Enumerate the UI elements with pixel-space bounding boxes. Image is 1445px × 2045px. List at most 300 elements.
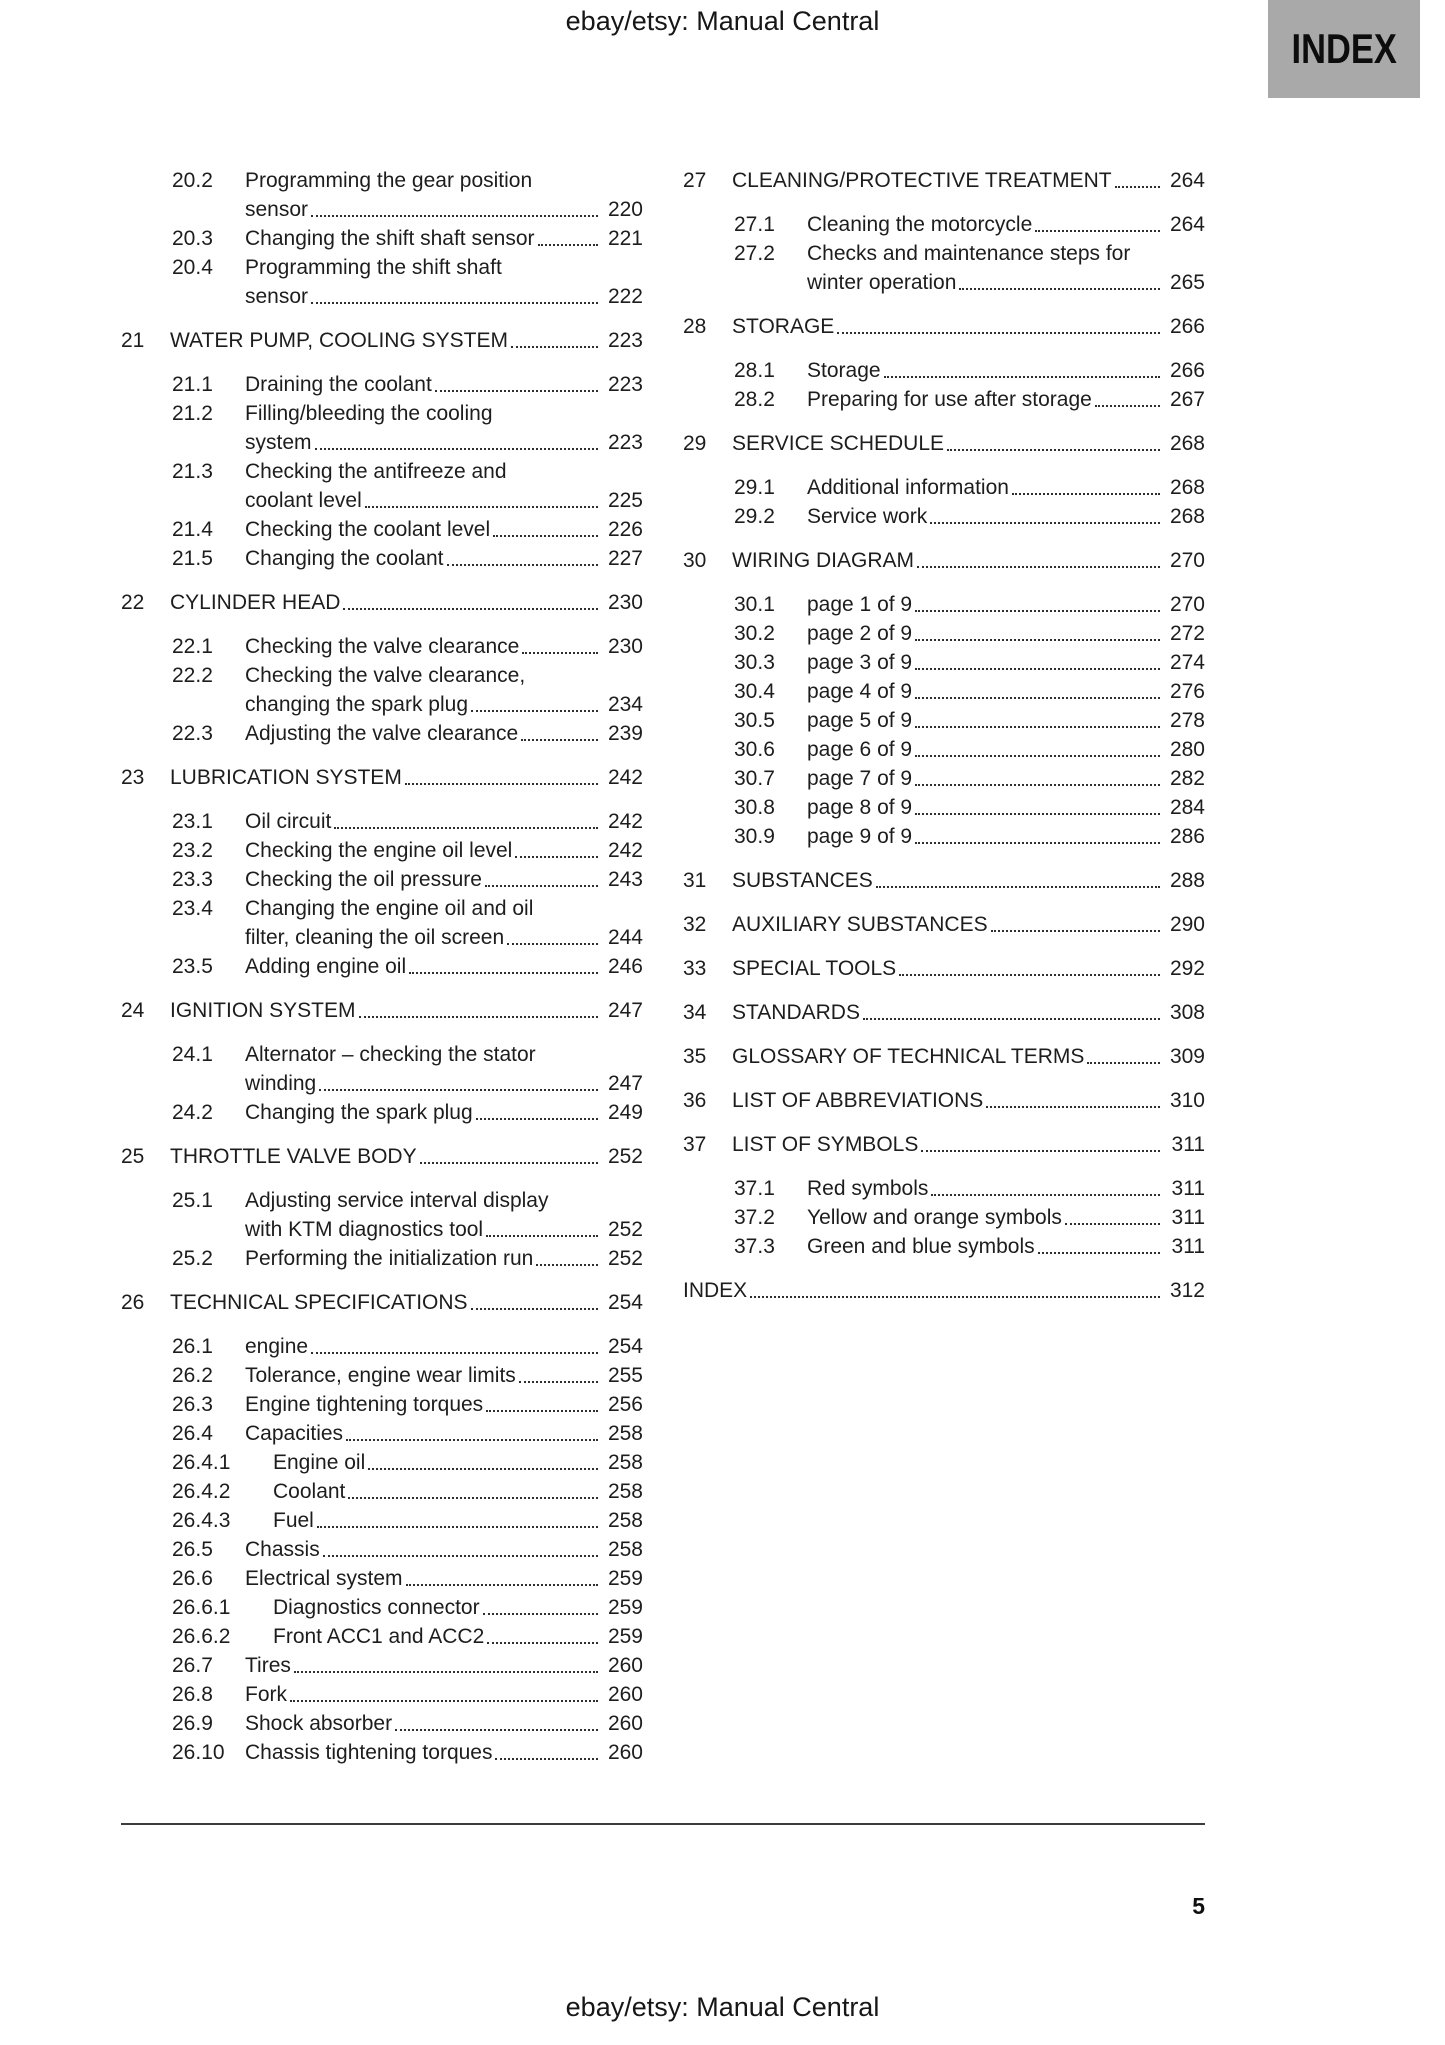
dot-leader <box>837 312 1160 334</box>
toc-page-number: 259 <box>607 1596 643 1619</box>
footer-title: ebay/etsy: Manual Central <box>565 1992 880 2022</box>
toc-entry-title: Front ACC1 and ACC2 <box>273 1625 485 1648</box>
toc-entry-number: 37.3 <box>734 1235 775 1258</box>
dot-leader <box>409 952 598 974</box>
toc-column <box>683 166 1205 1320</box>
toc-entry-number: 24.2 <box>172 1101 213 1124</box>
toc-entry-title: page 6 of 9 <box>807 738 913 761</box>
dot-leader <box>290 1680 598 1702</box>
toc-entry-title: CLEANING/PROTECTIVE TREATMENT <box>732 169 1112 192</box>
toc-entry <box>683 619 1205 648</box>
toc-page-number: 234 <box>607 693 643 716</box>
toc-entry <box>683 1174 1205 1203</box>
toc-page-number: 246 <box>607 955 643 978</box>
toc-page-number: 288 <box>1169 869 1205 892</box>
toc-page-number: 282 <box>1169 767 1205 790</box>
toc-entry-title: Tolerance, engine wear limits <box>245 1364 516 1387</box>
toc-entry <box>121 1098 643 1127</box>
dot-leader <box>435 370 598 392</box>
dot-leader <box>447 544 599 566</box>
toc-page-number: 268 <box>1169 432 1205 455</box>
toc-entry-number: 32 <box>683 913 707 936</box>
dot-leader <box>471 1288 598 1310</box>
toc-entry <box>121 1142 643 1171</box>
toc-page-number: 230 <box>607 591 643 614</box>
toc-entry <box>121 399 643 457</box>
toc-page-number: 252 <box>607 1247 643 1270</box>
toc-entry <box>683 706 1205 735</box>
toc-entry-title: Electrical system <box>245 1567 403 1590</box>
toc-entry-title: Chassis tightening torques <box>245 1741 493 1764</box>
toc-page-number: 290 <box>1169 913 1205 936</box>
toc-entry-title: system <box>245 431 312 454</box>
toc-entry-title: engine <box>245 1335 309 1358</box>
dot-leader <box>930 502 1160 524</box>
toc-entry-number: 25.2 <box>172 1247 213 1270</box>
toc-entry <box>121 807 643 836</box>
toc-entry-title: page 8 of 9 <box>807 796 913 819</box>
toc-page-number: 259 <box>607 1567 643 1590</box>
toc-entry-title: Draining the coolant <box>245 373 432 396</box>
toc-page-number: 311 <box>1171 1235 1205 1258</box>
toc-page-number: 242 <box>607 839 643 862</box>
toc-entry-number: 21.1 <box>172 373 213 396</box>
toc-entry <box>683 546 1205 575</box>
dot-leader <box>507 923 598 945</box>
toc-entry <box>683 822 1205 851</box>
toc-entry-title: Changing the coolant <box>245 547 444 570</box>
table-of-contents <box>121 166 1205 1767</box>
dot-leader <box>483 1593 598 1615</box>
toc-entry <box>121 763 643 792</box>
dot-leader <box>476 1098 598 1120</box>
toc-entry-number: 26.2 <box>172 1364 213 1387</box>
toc-entry <box>121 544 643 573</box>
dot-leader <box>521 719 598 741</box>
toc-entry-title: Filling/bleeding the cooling <box>245 402 493 425</box>
toc-page-number: 223 <box>607 431 643 454</box>
toc-entry-number: 27 <box>683 169 707 192</box>
toc-entry-title: Diagnostics connector <box>273 1596 480 1619</box>
toc-page-number: 220 <box>607 198 643 221</box>
toc-entry-number: 30 <box>683 549 707 572</box>
toc-entry-number: 26.6.2 <box>172 1625 231 1648</box>
toc-entry <box>683 356 1205 385</box>
toc-entry-title: Service work <box>807 505 928 528</box>
toc-entry-title: with KTM diagnostics tool <box>245 1218 484 1241</box>
toc-entry-title: changing the spark plug <box>245 693 468 716</box>
toc-entry-title: CYLINDER HEAD <box>170 591 341 614</box>
toc-entry-title: Capacities <box>245 1422 344 1445</box>
toc-page-number: 268 <box>1169 505 1205 528</box>
toc-entry <box>683 1042 1205 1071</box>
toc-page-number: 258 <box>607 1422 643 1445</box>
toc-entry-number: 27.1 <box>734 213 775 236</box>
dot-leader <box>471 690 598 712</box>
toc-entry-title: Green and blue symbols <box>807 1235 1035 1258</box>
dot-leader <box>986 1086 1160 1108</box>
toc-entry-number <box>172 1215 245 1244</box>
dot-leader <box>334 807 598 829</box>
toc-entry-number <box>172 690 245 719</box>
dot-leader <box>899 954 1160 976</box>
toc-entry-number: 28.2 <box>734 388 775 411</box>
toc-entry <box>683 1203 1205 1232</box>
toc-entry <box>121 1448 643 1477</box>
toc-entry <box>121 1244 643 1273</box>
toc-entry <box>121 1535 643 1564</box>
toc-page-number: 264 <box>1169 213 1205 236</box>
toc-entry-title: Storage <box>807 359 881 382</box>
toc-page-number: 286 <box>1169 825 1205 848</box>
dot-leader <box>515 836 598 858</box>
dot-leader <box>485 865 598 887</box>
toc-entry-number: 30.6 <box>734 738 775 761</box>
toc-page-number: 267 <box>1169 388 1205 411</box>
toc-entry-number: 22.1 <box>172 635 213 658</box>
toc-page-number: 223 <box>607 373 643 396</box>
toc-entry <box>121 1564 643 1593</box>
toc-entry-number: 29.1 <box>734 476 775 499</box>
dot-leader <box>359 996 598 1018</box>
toc-page-number: 266 <box>1169 359 1205 382</box>
toc-entry-title: Red symbols <box>807 1177 929 1200</box>
toc-entry-title: Tires <box>245 1654 291 1677</box>
dot-leader <box>311 1332 598 1354</box>
toc-entry <box>121 1332 643 1361</box>
toc-entry <box>683 429 1205 458</box>
toc-entry-title: IGNITION SYSTEM <box>170 999 356 1022</box>
toc-entry <box>683 793 1205 822</box>
toc-entry-number <box>172 428 245 457</box>
toc-entry <box>121 457 643 515</box>
toc-entry <box>683 239 1205 297</box>
toc-entry-title: Engine oil <box>273 1451 366 1474</box>
toc-entry-title: Fuel <box>273 1509 314 1532</box>
toc-entry-number: 21.4 <box>172 518 213 541</box>
toc-entry-title: SERVICE SCHEDULE <box>732 432 945 455</box>
toc-entry-number: 26.6.1 <box>172 1596 231 1619</box>
toc-entry-title: coolant level <box>245 489 362 512</box>
toc-entry <box>121 894 643 952</box>
toc-entry-number: 37 <box>683 1133 707 1156</box>
toc-page-number: 311 <box>1171 1133 1205 1156</box>
toc-entry-number: 23.4 <box>172 897 213 920</box>
toc-entry <box>121 326 643 355</box>
toc-entry-title: Checking the antifreeze and <box>245 460 507 483</box>
dot-leader <box>947 429 1160 451</box>
toc-entry-number: 23.3 <box>172 868 213 891</box>
toc-entry-title: STANDARDS <box>732 1001 860 1024</box>
toc-entry-number <box>172 282 245 311</box>
toc-entry-title: Performing the initialization run <box>245 1247 534 1270</box>
toc-page-number: 223 <box>607 329 643 352</box>
toc-page-number: 230 <box>607 635 643 658</box>
index-tab-label: INDEX <box>1291 25 1397 72</box>
toc-entry-number: 21.2 <box>172 402 213 425</box>
toc-entry-title: Chassis <box>245 1538 320 1561</box>
toc-page-number: 258 <box>607 1538 643 1561</box>
toc-page-number: 266 <box>1169 315 1205 338</box>
toc-entry-title: sensor <box>245 198 309 221</box>
toc-page-number: 312 <box>1169 1279 1205 1302</box>
toc-entry-number: 26.6 <box>172 1567 213 1590</box>
dot-leader <box>1095 385 1160 407</box>
toc-page-number: 308 <box>1169 1001 1205 1024</box>
dot-leader <box>294 1651 598 1673</box>
toc-page-number: 252 <box>607 1145 643 1168</box>
toc-page-number: 254 <box>607 1335 643 1358</box>
toc-page-number: 221 <box>607 227 643 250</box>
toc-entry-title: Coolant <box>273 1480 346 1503</box>
toc-entry-number: 23.2 <box>172 839 213 862</box>
toc-page-number: 239 <box>607 722 643 745</box>
toc-entry-title: page 4 of 9 <box>807 680 913 703</box>
toc-entry <box>683 1086 1205 1115</box>
toc-entry-number: 28 <box>683 315 707 338</box>
toc-entry-number: 25 <box>121 1145 145 1168</box>
toc-column <box>121 166 643 1767</box>
toc-entry-number: 24.1 <box>172 1043 213 1066</box>
toc-page-number: 260 <box>607 1712 643 1735</box>
toc-entry <box>683 210 1205 239</box>
dot-leader <box>915 706 1160 728</box>
toc-entry-title: Checking the oil pressure <box>245 868 482 891</box>
toc-entry-number: 22.3 <box>172 722 213 745</box>
toc-page-number: 260 <box>607 1741 643 1764</box>
toc-entry-number: 24 <box>121 999 145 1022</box>
toc-entry <box>683 590 1205 619</box>
footer-rule <box>121 1823 1205 1825</box>
toc-entry-title: Alternator – checking the stator <box>245 1043 536 1066</box>
toc-entry <box>683 764 1205 793</box>
dot-leader <box>1087 1042 1160 1064</box>
toc-entry-title: Changing the engine oil and oil <box>245 897 534 920</box>
toc-entry-title: Additional information <box>807 476 1009 499</box>
toc-page-number: 254 <box>607 1291 643 1314</box>
dot-leader <box>493 515 598 537</box>
toc-entry-title: page 5 of 9 <box>807 709 913 732</box>
toc-entry-number: 21.5 <box>172 547 213 570</box>
toc-page-number: 247 <box>607 999 643 1022</box>
toc-entry-number: 26.4.3 <box>172 1509 231 1532</box>
toc-entry-title: Programming the gear position <box>245 169 533 192</box>
toc-entry <box>683 866 1205 895</box>
toc-page-number: 242 <box>607 810 643 833</box>
toc-entry-number: 26.7 <box>172 1654 213 1677</box>
toc-page-number: 270 <box>1169 593 1205 616</box>
toc-entry-title: INDEX <box>683 1279 748 1302</box>
toc-entry-number: 20.3 <box>172 227 213 250</box>
toc-entry-title: page 1 of 9 <box>807 593 913 616</box>
toc-entry-number: 23 <box>121 766 145 789</box>
dot-leader <box>495 1738 598 1760</box>
dot-leader <box>406 1564 598 1586</box>
dot-leader <box>917 546 1160 568</box>
toc-entry <box>121 1477 643 1506</box>
dot-leader <box>311 282 598 304</box>
dot-leader <box>1038 1232 1160 1254</box>
toc-entry-number: 29.2 <box>734 505 775 528</box>
toc-entry <box>121 166 643 224</box>
dot-leader <box>1115 166 1160 188</box>
toc-entry-title: LIST OF ABBREVIATIONS <box>732 1089 984 1112</box>
dot-leader <box>750 1276 1160 1298</box>
toc-page-number: 252 <box>607 1218 643 1241</box>
toc-entry-number <box>172 923 245 952</box>
toc-entry <box>121 1040 643 1098</box>
toc-page-number: 243 <box>607 868 643 891</box>
toc-entry <box>121 1186 643 1244</box>
index-tab <box>1268 0 1420 98</box>
dot-leader <box>486 1390 598 1412</box>
dot-leader <box>317 1506 598 1528</box>
dot-leader <box>921 1130 1160 1152</box>
toc-entry-number: 26.3 <box>172 1393 213 1416</box>
toc-entry-number: 30.2 <box>734 622 775 645</box>
toc-entry-number: 30.9 <box>734 825 775 848</box>
toc-entry-number: 34 <box>683 1001 707 1024</box>
toc-page-number: 310 <box>1169 1089 1205 1112</box>
toc-page-number: 255 <box>607 1364 643 1387</box>
toc-entry <box>121 632 643 661</box>
toc-entry-number: 25.1 <box>172 1189 213 1212</box>
dot-leader <box>959 268 1160 290</box>
dot-leader <box>319 1069 598 1091</box>
toc-entry-title: page 9 of 9 <box>807 825 913 848</box>
toc-page-number: 284 <box>1169 796 1205 819</box>
toc-entry-number: 26.8 <box>172 1683 213 1706</box>
toc-entry-title: Fork <box>245 1683 287 1706</box>
toc-entry-number: 26.10 <box>172 1741 225 1764</box>
toc-entry <box>683 1232 1205 1261</box>
toc-entry-title: Checking the coolant level <box>245 518 491 541</box>
toc-entry <box>683 998 1205 1027</box>
toc-entry <box>121 1390 643 1419</box>
toc-entry-title: Engine tightening torques <box>245 1393 484 1416</box>
toc-entry <box>121 661 643 719</box>
toc-entry-title: Checking the valve clearance <box>245 635 520 658</box>
toc-entry-title: filter, cleaning the oil screen <box>245 926 505 949</box>
dot-leader <box>311 195 598 217</box>
toc-entry-title: WATER PUMP, COOLING SYSTEM <box>170 329 508 352</box>
dot-leader <box>522 632 598 654</box>
toc-entry-title: LIST OF SYMBOLS <box>732 1133 919 1156</box>
toc-entry <box>121 1622 643 1651</box>
toc-entry-title: page 2 of 9 <box>807 622 913 645</box>
toc-page-number: 225 <box>607 489 643 512</box>
dot-leader <box>348 1477 598 1499</box>
toc-entry <box>121 836 643 865</box>
dot-leader <box>915 764 1160 786</box>
toc-entry <box>121 1709 643 1738</box>
toc-entry-number: 36 <box>683 1089 707 1112</box>
toc-entry-title: WIRING DIAGRAM <box>732 549 914 572</box>
dot-leader <box>368 1448 598 1470</box>
dot-leader <box>395 1709 598 1731</box>
toc-page-number: 268 <box>1169 476 1205 499</box>
toc-entry <box>121 515 643 544</box>
toc-page-number: 270 <box>1169 549 1205 572</box>
toc-entry-title: Adjusting service interval display <box>245 1189 549 1212</box>
toc-entry-number: 26 <box>121 1291 145 1314</box>
toc-entry-number: 23.5 <box>172 955 213 978</box>
toc-entry-number: 26.4 <box>172 1422 213 1445</box>
toc-entry <box>121 1651 643 1680</box>
toc-entry-number: 26.4.2 <box>172 1480 231 1503</box>
dot-leader <box>538 224 598 246</box>
toc-entry-number: 31 <box>683 869 707 892</box>
toc-entry-number: 20.4 <box>172 256 213 279</box>
dot-leader <box>863 998 1160 1020</box>
dot-leader <box>876 866 1160 888</box>
toc-entry <box>121 865 643 894</box>
dot-leader <box>315 428 598 450</box>
toc-entry <box>683 910 1205 939</box>
toc-entry-title: Changing the spark plug <box>245 1101 473 1124</box>
toc-entry-number: 30.7 <box>734 767 775 790</box>
dot-leader <box>420 1142 598 1164</box>
toc-entry <box>683 1130 1205 1159</box>
toc-entry-title: THROTTLE VALVE BODY <box>170 1145 417 1168</box>
dot-leader <box>1035 210 1160 232</box>
toc-entry <box>121 253 643 311</box>
dot-leader <box>915 590 1160 612</box>
dot-leader <box>915 648 1160 670</box>
toc-entry <box>683 502 1205 531</box>
dot-leader <box>1012 473 1160 495</box>
toc-entry-title: LUBRICATION SYSTEM <box>170 766 402 789</box>
toc-entry <box>683 473 1205 502</box>
dot-leader <box>343 588 598 610</box>
toc-entry-title: GLOSSARY OF TECHNICAL TERMS <box>732 1045 1085 1068</box>
toc-page-number: 280 <box>1169 738 1205 761</box>
toc-page-number: 264 <box>1169 169 1205 192</box>
dot-leader <box>365 486 598 508</box>
toc-entry-number: 35 <box>683 1045 707 1068</box>
toc-page-number: 272 <box>1169 622 1205 645</box>
toc-entry-title: sensor <box>245 285 309 308</box>
toc-entry-number: 37.1 <box>734 1177 775 1200</box>
toc-page-number: 227 <box>607 547 643 570</box>
toc-entry <box>683 954 1205 983</box>
dot-leader <box>323 1535 598 1557</box>
toc-entry-number: 26.9 <box>172 1712 213 1735</box>
toc-entry-number: 26.4.1 <box>172 1451 231 1474</box>
toc-entry-number: 23.1 <box>172 810 213 833</box>
toc-entry <box>121 719 643 748</box>
toc-page-number: 265 <box>1169 271 1205 294</box>
toc-entry <box>121 1506 643 1535</box>
dot-leader <box>884 356 1160 378</box>
dot-leader <box>519 1361 598 1383</box>
toc-page-number: 260 <box>607 1683 643 1706</box>
toc-entry-number: 30.8 <box>734 796 775 819</box>
dot-leader <box>915 677 1160 699</box>
toc-entry-title: Shock absorber <box>245 1712 393 1735</box>
toc-entry-number: 37.2 <box>734 1206 775 1229</box>
toc-entry-title: Checks and maintenance steps for <box>807 242 1131 265</box>
toc-entry-title: STORAGE <box>732 315 835 338</box>
toc-entry-number <box>734 268 807 297</box>
toc-entry <box>121 1680 643 1709</box>
toc-entry-number: 30.3 <box>734 651 775 674</box>
toc-entry-title: Checking the valve clearance, <box>245 664 526 687</box>
toc-entry-title: Adjusting the valve clearance <box>245 722 519 745</box>
toc-page-number: 274 <box>1169 651 1205 674</box>
toc-entry <box>683 166 1205 195</box>
toc-page-number: 247 <box>607 1072 643 1095</box>
